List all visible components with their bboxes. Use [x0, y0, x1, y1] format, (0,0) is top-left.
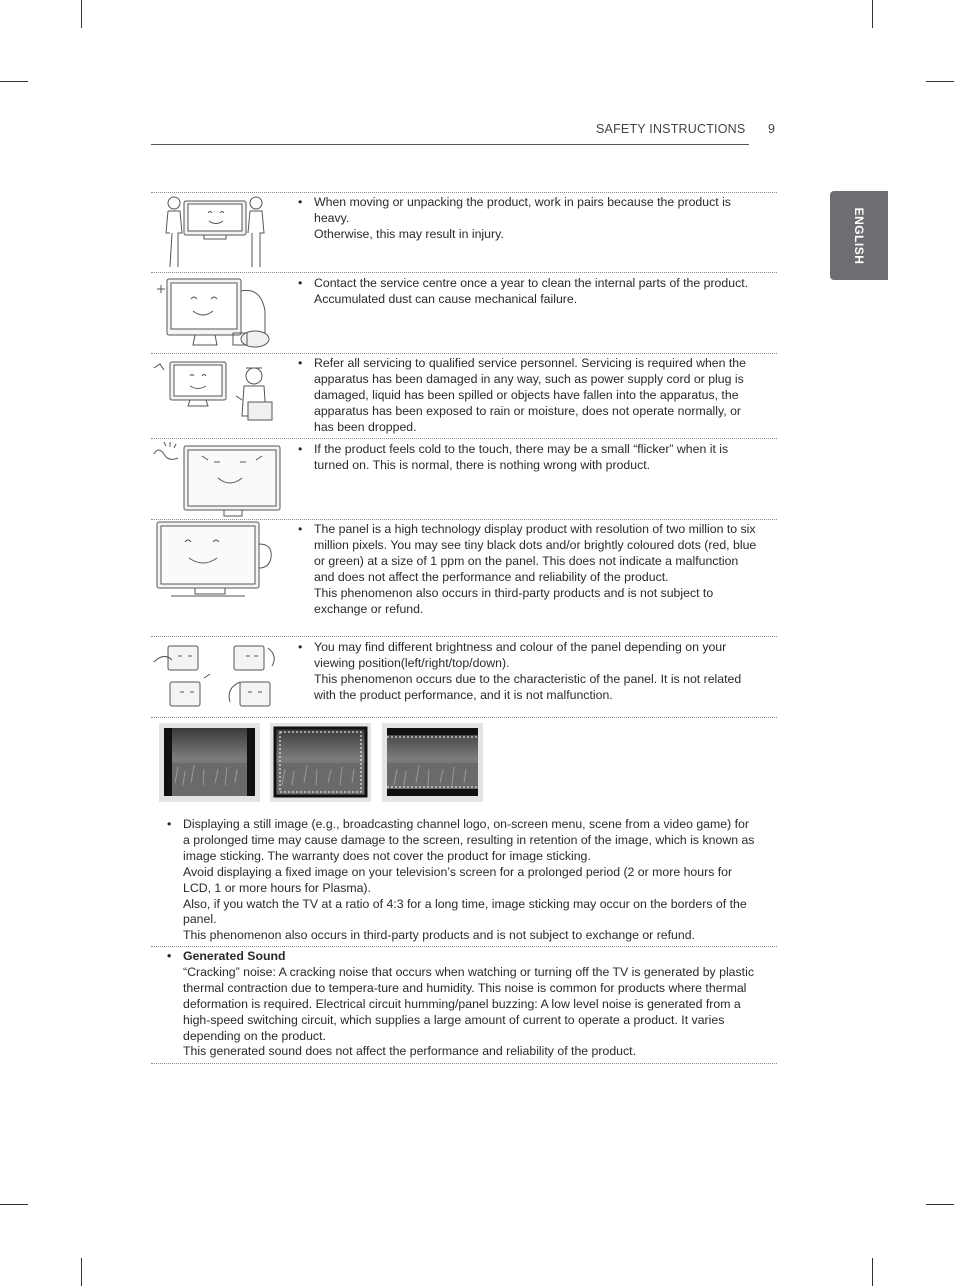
divider: [151, 636, 777, 637]
crop-mark: [872, 0, 873, 28]
tv-panel-pixels-illustration: [155, 520, 279, 602]
tv-with-vacuum-cleaner-illustration: [155, 273, 275, 353]
image-sticking-photo-logo: [270, 723, 371, 802]
bullet: •: [298, 276, 303, 290]
divider: [151, 438, 777, 439]
divider: [151, 1063, 777, 1064]
crop-mark: [0, 1204, 28, 1205]
divider: [151, 946, 777, 947]
item-text: Otherwise, this may result in injury.: [314, 226, 504, 241]
cold-tv-flicker-illustration: [150, 440, 282, 520]
item-text: Avoid displaying a fixed image on your television’s screen for a prolonged period (2 or more hours for LCD, 1 or more hours for Plasma).: [183, 864, 733, 895]
bullet: •: [167, 817, 172, 831]
list-item: [167, 817, 759, 944]
bullet: •: [167, 949, 172, 963]
crop-mark: [926, 1204, 954, 1205]
header-divider: [151, 144, 749, 145]
list-item: [298, 356, 758, 436]
crop-mark: [872, 1258, 873, 1286]
page-number: 9: [768, 122, 775, 136]
list-item: [298, 276, 758, 308]
list-item: [298, 442, 758, 474]
image-sticking-photo-letterbox: [382, 723, 483, 802]
tv-with-service-technician-illustration: [150, 356, 280, 434]
list-item: [298, 640, 758, 704]
crop-mark: [0, 81, 28, 82]
list-item: [298, 195, 758, 243]
two-people-carrying-tv-illustration: [164, 193, 268, 271]
crop-mark: [81, 0, 82, 28]
item-text: The panel is a high technology display product with resolution of two million to six million pixels. You may see tiny black dots and/or brightly coloured dots (red, blue or green) at a size of 1 ppm on the panel. This does not indicate a malfunction and does not affect the performance and reliability of the product.: [314, 522, 757, 584]
item-text: This phenomenon occurs due to the characteristic of the panel. It is not related with the product performance, and it is not malfunction.: [314, 671, 742, 702]
bullet: •: [298, 522, 303, 536]
bullet: •: [298, 442, 303, 456]
bullet: •: [298, 640, 303, 654]
crop-mark: [81, 1258, 82, 1286]
divider: [151, 717, 777, 718]
crop-mark: [926, 81, 954, 82]
language-tab-label: ENGLISH: [852, 207, 866, 264]
item-text: This generated sound does not affect the performance and reliability of the product.: [183, 1044, 636, 1059]
item-text: If the product feels cold to the touch, there may be a small “flicker” when it is turned on. This is normal, there is nothing wrong with product.: [314, 442, 729, 472]
item-text: Displaying a still image (e.g., broadcasting channel logo, on-screen menu, scene from a video game) for a prolonged time may cause damage to the screen, resulting in retention of the image, which is known as image sticking. The warranty does not cover the product for image sticking.: [183, 817, 755, 863]
item-text: When moving or unpacking the product, work in pairs because the product is heavy.: [314, 195, 731, 225]
item-heading: Generated Sound: [183, 949, 286, 963]
item-text: Also, if you watch the TV at a ratio of 4:3 for a long time, image sticking may occur on the borders of the panel.: [183, 896, 747, 927]
section-title: SAFETY INSTRUCTIONS: [596, 122, 746, 136]
bullet: •: [298, 356, 303, 370]
language-tab: [830, 191, 888, 280]
list-item: [298, 522, 758, 617]
divider: [151, 353, 777, 354]
item-text: This phenomenon also occurs in third-party products and is not subject to exchange or refund.: [183, 928, 695, 943]
tv-viewing-angles-illustration: [150, 638, 282, 716]
item-text: Accumulated dust can cause mechanical failure.: [314, 291, 578, 306]
item-text: “Cracking” noise: A cracking noise that occurs when watching or turning off the TV is generated by plastic thermal contraction due to tempera-ture and humidity. This noise is common for products where thermal deformation is required. Electrical circuit humming/panel buzzing: A low level noise is generated from a high-speed switching circuit, which supplies a large amount of current to operate a product. It varies depending on the product.: [183, 964, 754, 1043]
item-text: This phenomenon also occurs in third-party products and is not subject to exchange or refund.: [314, 585, 714, 616]
bullet: •: [298, 195, 303, 209]
image-sticking-photo-4-3: [159, 723, 260, 802]
item-text: Contact the service centre once a year to clean the internal parts of the product.: [314, 276, 749, 290]
item-text: Refer all servicing to qualified service personnel. Servicing is required when the apparatus has been damaged in any way, such as power supply cord or plug is damaged, liquid has been spilled or objects have fallen into the apparatus, the apparatus has been exposed to rain or moisture, does not operate normally, or has been dropped.: [314, 356, 746, 434]
list-item: [167, 949, 759, 1060]
item-text: You may find different brightness and colour of the panel depending on your viewing position(left/right/top/down).: [314, 640, 727, 670]
